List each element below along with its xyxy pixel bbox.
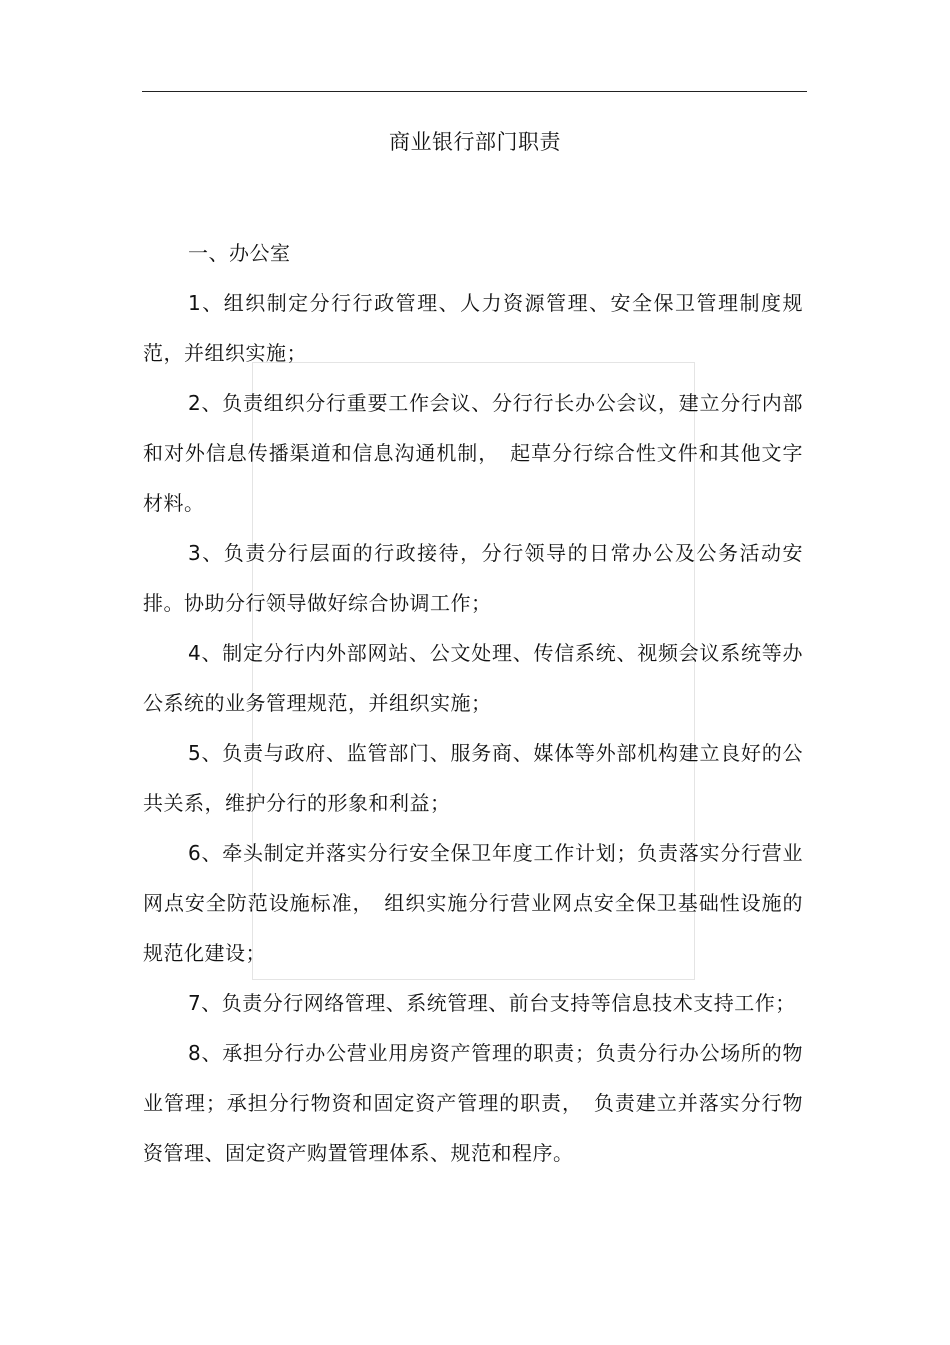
document-title: 商业银行部门职责: [389, 130, 561, 154]
list-item-6: 6、牵头制定并落实分行安全保卫年度工作计划；负责落实分行营业网点安全防范设施标准， 组织实施分行营业网点安全保卫基础性设施的规范化建设；: [143, 841, 803, 965]
header-rule: [142, 91, 807, 92]
list-item-1: 1、组织制定分行行政管理、人力资源管理、安全保卫管理制度规范，并组织实施；: [143, 291, 803, 365]
list-item-5: 5、负责与政府、监管部门、服务商、媒体等外部机构建立良好的公共关系，维护分行的形象和利益；: [143, 741, 803, 815]
list-item-7: 7、负责分行网络管理、系统管理、前台支持等信息技术支持工作；: [188, 991, 796, 1015]
list-item-8: 8、承担分行办公营业用房资产管理的职责；负责分行办公场所的物业管理；承担分行物资和固定资产管理的职责， 负责建立并落实分行物资管理、固定资产购置管理体系、规范和程序。: [143, 1041, 803, 1165]
list-item-4: 4、制定分行内外部网站、公文处理、传信系统、视频会议系统等办公系统的业务管理规范，并组织实施；: [143, 641, 803, 715]
document-body: [143, 228, 803, 1178]
list-item-2: 2、负责组织分行重要工作会议、分行行长办公会议，建立分行内部和对外信息传播渠道和信息沟通机制， 起草分行综合性文件和其他文字材料。: [143, 391, 803, 515]
section-heading: 一、办公室: [188, 241, 291, 265]
list-item-3: 3、负责分行层面的行政接待，分行领导的日常办公及公务活动安排。协助分行领导做好综合协调工作；: [143, 541, 803, 615]
